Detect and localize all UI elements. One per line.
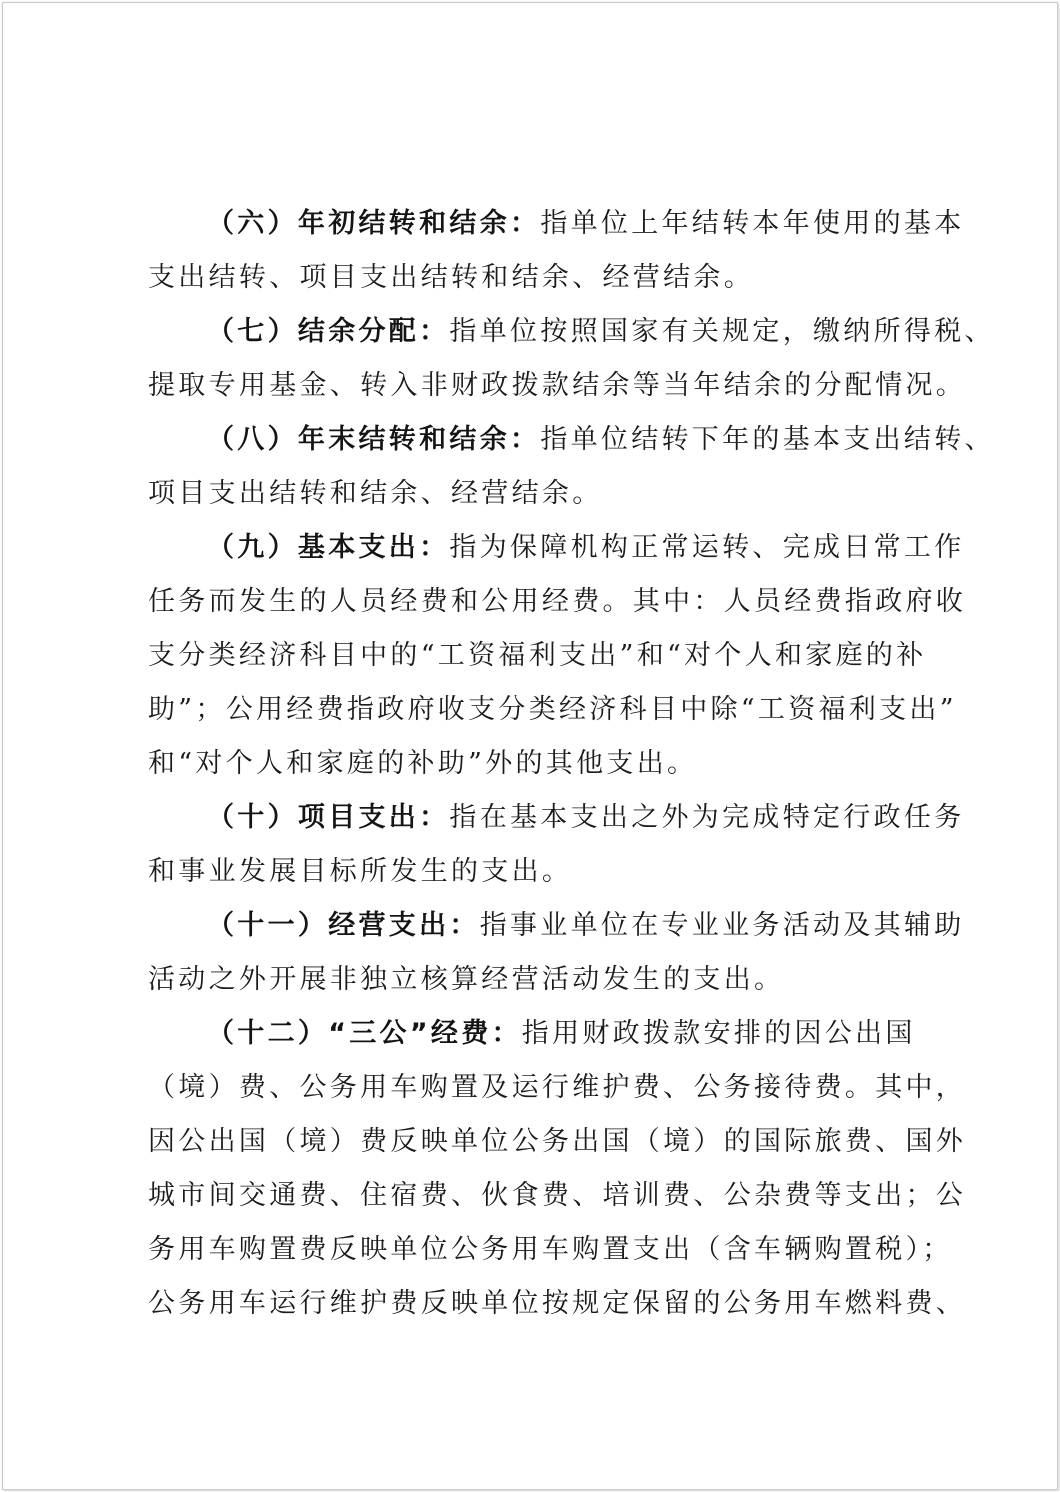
paragraph-10-line-1: [207, 791, 1007, 845]
paragraph-10-line-2: 和事业发展目标所发生的支出。: [148, 856, 573, 887]
paragraph-8-text-1: 指单位结转下年的基本支出结转、: [540, 424, 995, 455]
paragraph-12-line-2: （境）费、公务用车购置及运行维护费、公务接待费。其中，: [148, 1072, 967, 1103]
paragraph-9-line-3: 支分类经济科目中的“工资福利支出”和“对个人和家庭的补: [148, 640, 927, 671]
paragraph-12-heading: （十二）“三公”经费：: [207, 1018, 522, 1049]
paragraph-8-heading: （八）年末结转和结余：: [207, 424, 541, 455]
paragraph-12-line-3: 因公出国（境）费反映单位公务出国（境）的国际旅费、国外: [148, 1126, 967, 1157]
paragraph-9-line-5: 和“对个人和家庭的补助”外的其他支出。: [148, 748, 698, 779]
paragraph-7-line-1: [207, 305, 1007, 359]
paragraph-6-line-2: 支出结转、项目支出结转和结余、经营结余。: [148, 262, 754, 293]
paragraph-12-line-5: 务用车购置费反映单位公务用车购置支出（含车辆购置税）；: [148, 1234, 953, 1265]
paragraph-6-line-1: [207, 197, 1007, 251]
paragraph-7-heading: （七）结余分配：: [207, 316, 450, 347]
paragraph-10-heading: （十）项目支出：: [207, 802, 450, 833]
paragraph-8-line-2: 项目支出结转和结余、经营结余。: [148, 478, 603, 509]
paragraph-12-line-1: [207, 1007, 1007, 1061]
paragraph-7-text-1: 指单位按照国家有关规定，缴纳所得税、: [449, 316, 995, 347]
paragraph-9-text-1: 指为保障机构正常运转、完成日常工作: [449, 532, 965, 563]
paragraph-6-heading: （六）年初结转和结余：: [207, 208, 541, 239]
paragraph-11-text-1: 指事业单位在专业业务活动及其辅助: [479, 910, 965, 941]
paragraph-6-text-1: 指单位上年结转本年使用的基本: [540, 208, 965, 239]
paragraph-9-line-2: 任务而发生的人员经费和公用经费。其中：人员经费指政府收: [148, 586, 967, 617]
paragraph-12-line-6: 公务用车运行维护费反映单位按规定保留的公务用车燃料费、: [148, 1288, 967, 1319]
paragraph-9-line-1: [207, 521, 1007, 575]
paragraph-12-line-4: 城市间交通费、住宿费、伙食费、培训费、公杂费等支出；公: [148, 1180, 967, 1211]
paragraph-10-text-1: 指在基本支出之外为完成特定行政任务: [449, 802, 965, 833]
paragraph-11-heading: （十一）经营支出：: [207, 910, 480, 941]
paragraph-12-text-1: 指用财政拨款安排的因公出国: [521, 1018, 916, 1049]
paragraph-7-line-2: 提取专用基金、转入非财政拨款结余等当年结余的分配情况。: [148, 370, 967, 401]
paragraph-9-line-4: 助”；公用经费指政府收支分类经济科目中除“工资福利支出”: [148, 694, 957, 725]
paragraph-11-line-2: 活动之外开展非独立核算经营活动发生的支出。: [148, 964, 785, 995]
paragraph-9-heading: （九）基本支出：: [207, 532, 450, 563]
paragraph-11-line-1: [207, 899, 1007, 953]
paragraph-8-line-1: [207, 413, 1007, 467]
